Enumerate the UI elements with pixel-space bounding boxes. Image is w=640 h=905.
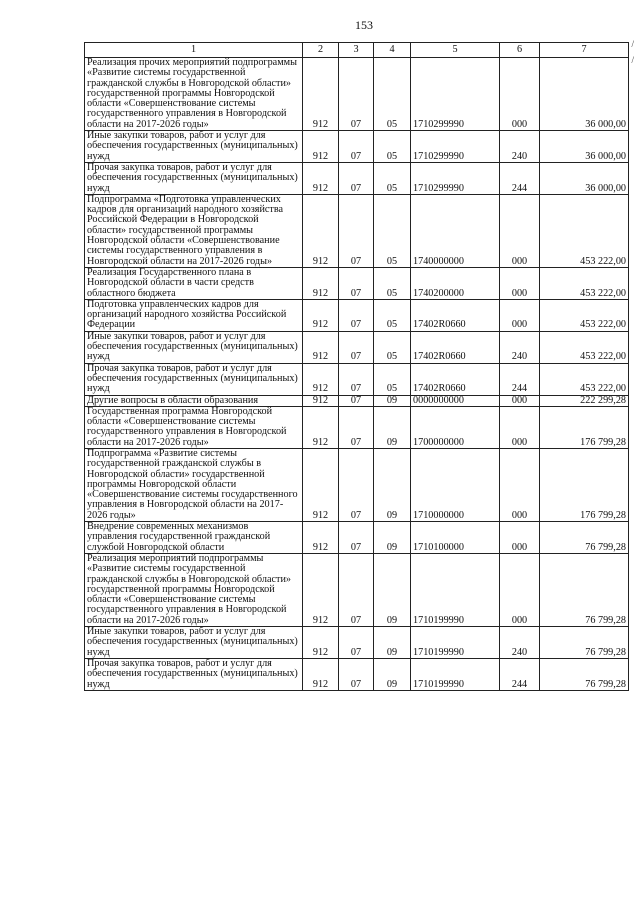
subsection-code-cell: 09	[374, 627, 411, 659]
expense-type-cell: 240	[500, 331, 540, 363]
expense-type-cell: 000	[500, 448, 540, 521]
table-row	[85, 658, 629, 690]
subsection-code-cell: 09	[374, 658, 411, 690]
subsection-code-cell: 05	[374, 131, 411, 163]
table-row	[85, 162, 629, 194]
section-code-cell: 07	[339, 331, 374, 363]
target-article-cell: 1710299990	[411, 162, 500, 194]
expense-type-cell: 244	[500, 363, 540, 395]
chapter-code-cell: 912	[303, 658, 339, 690]
row-name-cell: Реализация прочих мероприятий подпрограммы «Развитие системы государственной гражданской службы в Новгородской области» государственной программы Новгородской области «Совершенствование системы государственного управления в Новгородской области на 2017-2026 годы»	[85, 58, 303, 131]
row-name-cell: Прочая закупка товаров, работ и услуг для обеспечения государственных (муниципальных) нужд	[85, 162, 303, 194]
amount-cell: 176 799,28	[540, 406, 629, 448]
chapter-code-cell: 912	[303, 522, 339, 554]
amount-cell: 36 000,00	[540, 131, 629, 163]
target-article-cell: 1710199990	[411, 658, 500, 690]
column-header: 7	[540, 43, 629, 58]
row-name-cell: Подготовка управленческих кадров для организаций народного хозяйства Российской Федерации	[85, 299, 303, 331]
column-header: 5	[411, 43, 500, 58]
section-code-cell: 07	[339, 395, 374, 406]
subsection-code-cell: 05	[374, 162, 411, 194]
chapter-code-cell: 912	[303, 553, 339, 626]
table-row	[85, 299, 629, 331]
column-header: 3	[339, 43, 374, 58]
target-article-cell: 1740200000	[411, 267, 500, 299]
amount-cell: 76 799,28	[540, 627, 629, 659]
subsection-code-cell: 05	[374, 194, 411, 267]
row-name-cell: Подпрограмма «Развитие системы государственной гражданской службы в Новгородской области» государственной программы Новгородской области «Совершенствование системы государственного управления в Новгородской области на 2017-2026 годы»	[85, 448, 303, 521]
row-name-cell: Подпрограмма «Подготовка управленческих кадров для организаций народного хозяйства Российской Федерации в Новгородской области» государственной программы Новгородской области «Совершенствование системы государственного управления в Новгородской области на 2017-2026 годы»	[85, 194, 303, 267]
amount-cell: 453 222,00	[540, 331, 629, 363]
subsection-code-cell: 09	[374, 406, 411, 448]
target-article-cell: 1710199990	[411, 627, 500, 659]
page-number: 153	[355, 18, 373, 32]
expense-type-cell: 000	[500, 406, 540, 448]
amount-cell: 453 222,00	[540, 299, 629, 331]
table-row	[85, 448, 629, 521]
section-code-cell: 07	[339, 267, 374, 299]
chapter-code-cell: 912	[303, 331, 339, 363]
section-code-cell: 07	[339, 658, 374, 690]
amount-cell: 36 000,00	[540, 162, 629, 194]
section-code-cell: 07	[339, 58, 374, 131]
section-code-cell: 07	[339, 627, 374, 659]
chapter-code-cell: 912	[303, 448, 339, 521]
row-name-cell: Иные закупки товаров, работ и услуг для обеспечения государственных (муниципальных) нужд	[85, 627, 303, 659]
chapter-code-cell: 912	[303, 131, 339, 163]
amount-cell: 453 222,00	[540, 267, 629, 299]
subsection-code-cell: 05	[374, 267, 411, 299]
chapter-code-cell: 912	[303, 299, 339, 331]
target-article-cell: 17402R0660	[411, 331, 500, 363]
amount-cell: 76 799,28	[540, 522, 629, 554]
section-code-cell: 07	[339, 406, 374, 448]
section-code-cell: 07	[339, 162, 374, 194]
target-article-cell: 17402R0660	[411, 299, 500, 331]
column-header: 6	[500, 43, 540, 58]
expense-type-cell: 244	[500, 658, 540, 690]
column-header: 1	[85, 43, 303, 58]
expense-type-cell: 240	[500, 131, 540, 163]
table-row	[85, 363, 629, 395]
row-name-cell: Другие вопросы в области образования	[85, 395, 303, 406]
table-row	[85, 194, 629, 267]
chapter-code-cell: 912	[303, 58, 339, 131]
row-name-cell: Реализация мероприятий подпрограммы «Развитие системы государственной гражданской службы в Новгородской области» государственной программы Новгородской области «Совершенствование системы государственного управления в Новгородской области на 2017-2026 годы»	[85, 553, 303, 626]
chapter-code-cell: 912	[303, 363, 339, 395]
subsection-code-cell: 05	[374, 331, 411, 363]
chapter-code-cell: 912	[303, 194, 339, 267]
subsection-code-cell: 05	[374, 58, 411, 131]
amount-cell: 176 799,28	[540, 448, 629, 521]
table-row	[85, 553, 629, 626]
table-row	[85, 627, 629, 659]
section-code-cell: 07	[339, 299, 374, 331]
target-article-cell: 17402R0660	[411, 363, 500, 395]
row-name-cell: Иные закупки товаров, работ и услуг для обеспечения государственных (муниципальных) нужд	[85, 331, 303, 363]
table-row	[85, 522, 629, 554]
target-article-cell: 1710199990	[411, 553, 500, 626]
margin-mark: /	[631, 55, 634, 65]
target-article-cell: 0000000000	[411, 395, 500, 406]
expense-type-cell: 000	[500, 522, 540, 554]
expense-type-cell: 244	[500, 162, 540, 194]
expense-type-cell: 240	[500, 627, 540, 659]
row-name-cell: Прочая закупка товаров, работ и услуг для обеспечения государственных (муниципальных) нужд	[85, 363, 303, 395]
table-row	[85, 131, 629, 163]
expense-type-cell: 000	[500, 299, 540, 331]
section-code-cell: 07	[339, 131, 374, 163]
chapter-code-cell: 912	[303, 162, 339, 194]
section-code-cell: 07	[339, 448, 374, 521]
expense-type-cell: 000	[500, 194, 540, 267]
subsection-code-cell: 09	[374, 448, 411, 521]
amount-cell: 36 000,00	[540, 58, 629, 131]
subsection-code-cell: 09	[374, 395, 411, 406]
subsection-code-cell: 05	[374, 363, 411, 395]
row-name-cell: Прочая закупка товаров, работ и услуг для обеспечения государственных (муниципальных) нужд	[85, 658, 303, 690]
amount-cell: 222 299,28	[540, 395, 629, 406]
amount-cell: 76 799,28	[540, 553, 629, 626]
row-name-cell: Государственная программа Новгородской области «Совершенствование системы государственного управления в Новгородской области на 2017-2026 годы»	[85, 406, 303, 448]
section-code-cell: 07	[339, 522, 374, 554]
margin-marks	[631, 36, 634, 68]
target-article-cell: 1710100000	[411, 522, 500, 554]
table-row	[85, 58, 629, 131]
amount-cell: 76 799,28	[540, 658, 629, 690]
column-header: 2	[303, 43, 339, 58]
row-name-cell: Внедрение современных механизмов управления государственной гражданской службой Новгородской области	[85, 522, 303, 554]
section-code-cell: 07	[339, 194, 374, 267]
subsection-code-cell: 05	[374, 299, 411, 331]
amount-cell: 453 222,00	[540, 363, 629, 395]
table-row	[85, 395, 629, 406]
chapter-code-cell: 912	[303, 406, 339, 448]
table-row	[85, 267, 629, 299]
margin-mark: /	[631, 39, 634, 49]
row-name-cell: Реализация Государственного плана в Новгородской области в части средств областного бюджета	[85, 267, 303, 299]
chapter-code-cell: 912	[303, 395, 339, 406]
chapter-code-cell: 912	[303, 627, 339, 659]
target-article-cell: 1710299990	[411, 131, 500, 163]
chapter-code-cell: 912	[303, 267, 339, 299]
target-article-cell: 1710299990	[411, 58, 500, 131]
subsection-code-cell: 09	[374, 553, 411, 626]
expense-type-cell: 000	[500, 58, 540, 131]
row-name-cell: Иные закупки товаров, работ и услуг для обеспечения государственных (муниципальных) нужд	[85, 131, 303, 163]
section-code-cell: 07	[339, 363, 374, 395]
expense-type-cell: 000	[500, 267, 540, 299]
target-article-cell: 1740000000	[411, 194, 500, 267]
target-article-cell: 1710000000	[411, 448, 500, 521]
expense-type-cell: 000	[500, 395, 540, 406]
column-header: 4	[374, 43, 411, 58]
target-article-cell: 1700000000	[411, 406, 500, 448]
table-row	[85, 331, 629, 363]
header-row	[85, 43, 629, 58]
budget-table	[84, 42, 629, 691]
table-row	[85, 406, 629, 448]
amount-cell: 453 222,00	[540, 194, 629, 267]
subsection-code-cell: 09	[374, 522, 411, 554]
section-code-cell: 07	[339, 553, 374, 626]
expense-type-cell: 000	[500, 553, 540, 626]
